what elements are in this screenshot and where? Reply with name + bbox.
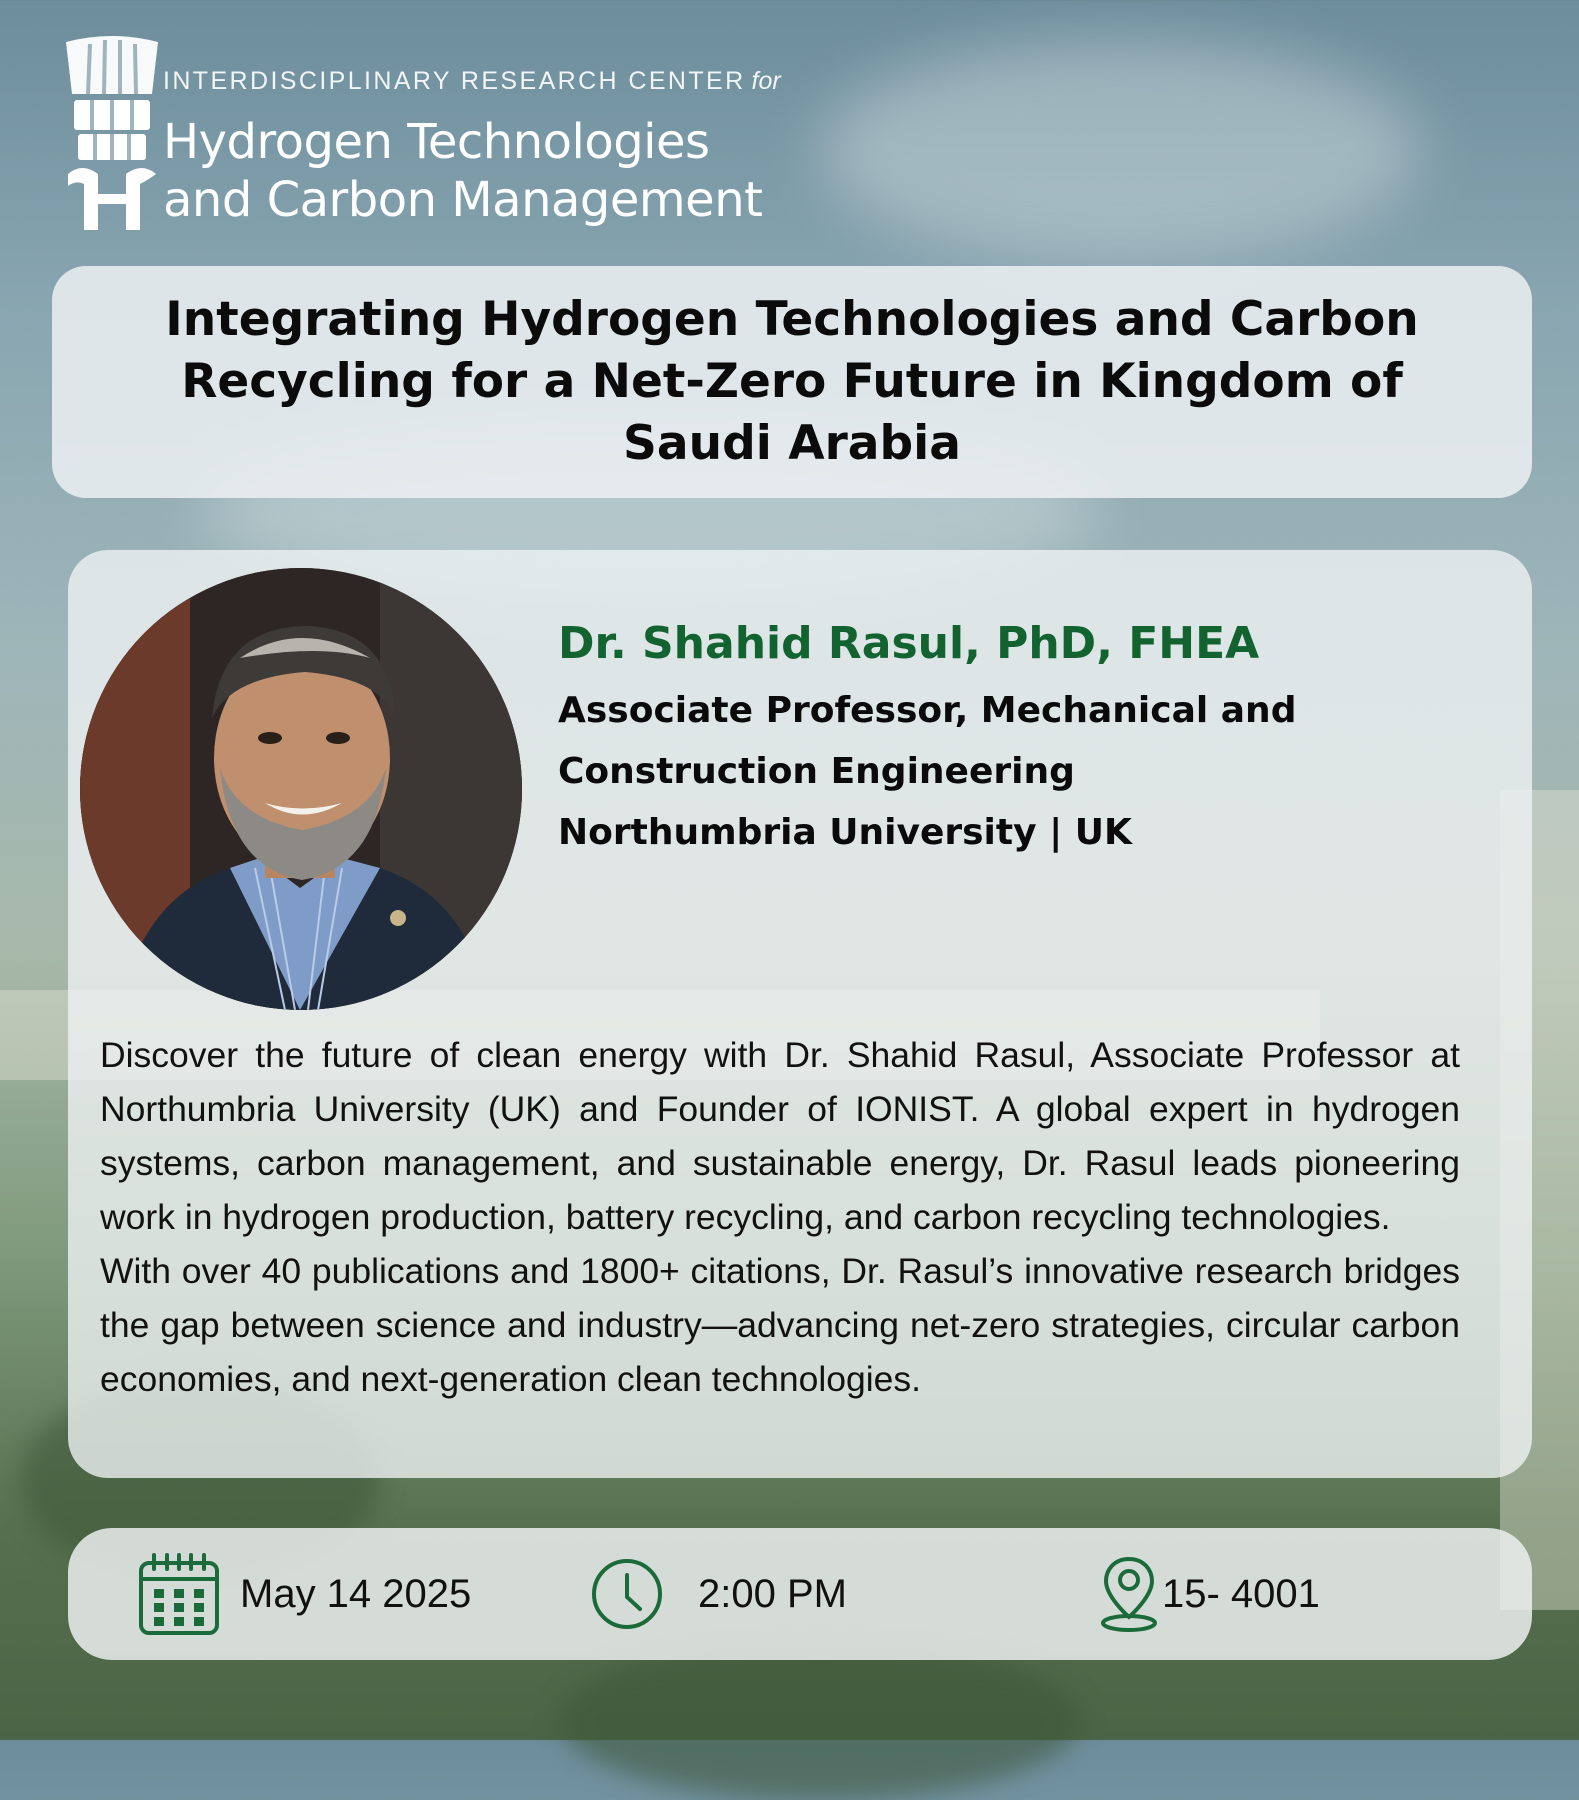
event-time-text: 2:00 PM <box>698 1571 847 1616</box>
logo-subtitle: INTERDISCIPLINARY RESEARCH CENTER for <box>163 67 781 95</box>
speaker-university: Northumbria University | UK <box>558 812 1132 853</box>
logo-title-line1: Hydrogen Technologies <box>163 114 710 170</box>
event-location-text: 15- 4001 <box>1162 1571 1320 1616</box>
speaker-photo <box>80 568 522 1010</box>
logo-title-line2: and Carbon Management <box>163 172 763 228</box>
event-date <box>138 1528 471 1660</box>
title-card <box>52 266 1532 498</box>
event-time <box>590 1528 847 1660</box>
clock-icon <box>590 1557 664 1631</box>
speaker-affiliation <box>558 680 1458 863</box>
sky-cloud <box>820 40 1420 260</box>
bio-paragraph: With over 40 publications and 1800+ citations, Dr. Rasul’s innovative research bridges the gap between science and industry—advancing net-zero strategies, circular carbon economies, and next-generation clean technologies. <box>100 1251 1460 1399</box>
speaker-role-line: Associate Professor, Mechanical and <box>558 690 1297 731</box>
event-location <box>1098 1528 1320 1660</box>
speaker-name: Dr. Shahid Rasul, PhD, FHEA <box>558 618 1260 669</box>
background-palm <box>560 1640 1080 1800</box>
speaker-card <box>68 550 1532 1478</box>
calendar-icon <box>138 1551 220 1637</box>
event-date-text: May 14 2025 <box>240 1571 472 1616</box>
map-pin-icon <box>1098 1555 1160 1633</box>
center-logo <box>62 34 782 234</box>
bio-paragraph: Discover the future of clean energy with Dr. Shahid Rasul, Associate Professor at Northumbria University (UK) and Founder of IONIST. A global expert in hydrogen systems, carbon management, and sustainable energy, Dr. Rasul leads pioneering work in hydrogen production, battery recycling, and carbon recycling technologies. <box>100 1035 1460 1237</box>
kfupm-tower-logo-icon <box>62 34 162 234</box>
event-title: Integrating Hydrogen Technologies and Carbon Recycling for a Net-Zero Future in Kingdom of Saudi Arabia <box>165 292 1419 471</box>
speaker-bio <box>100 1028 1460 1406</box>
event-info-bar <box>68 1528 1532 1660</box>
speaker-role-line: Construction Engineering <box>558 751 1075 792</box>
